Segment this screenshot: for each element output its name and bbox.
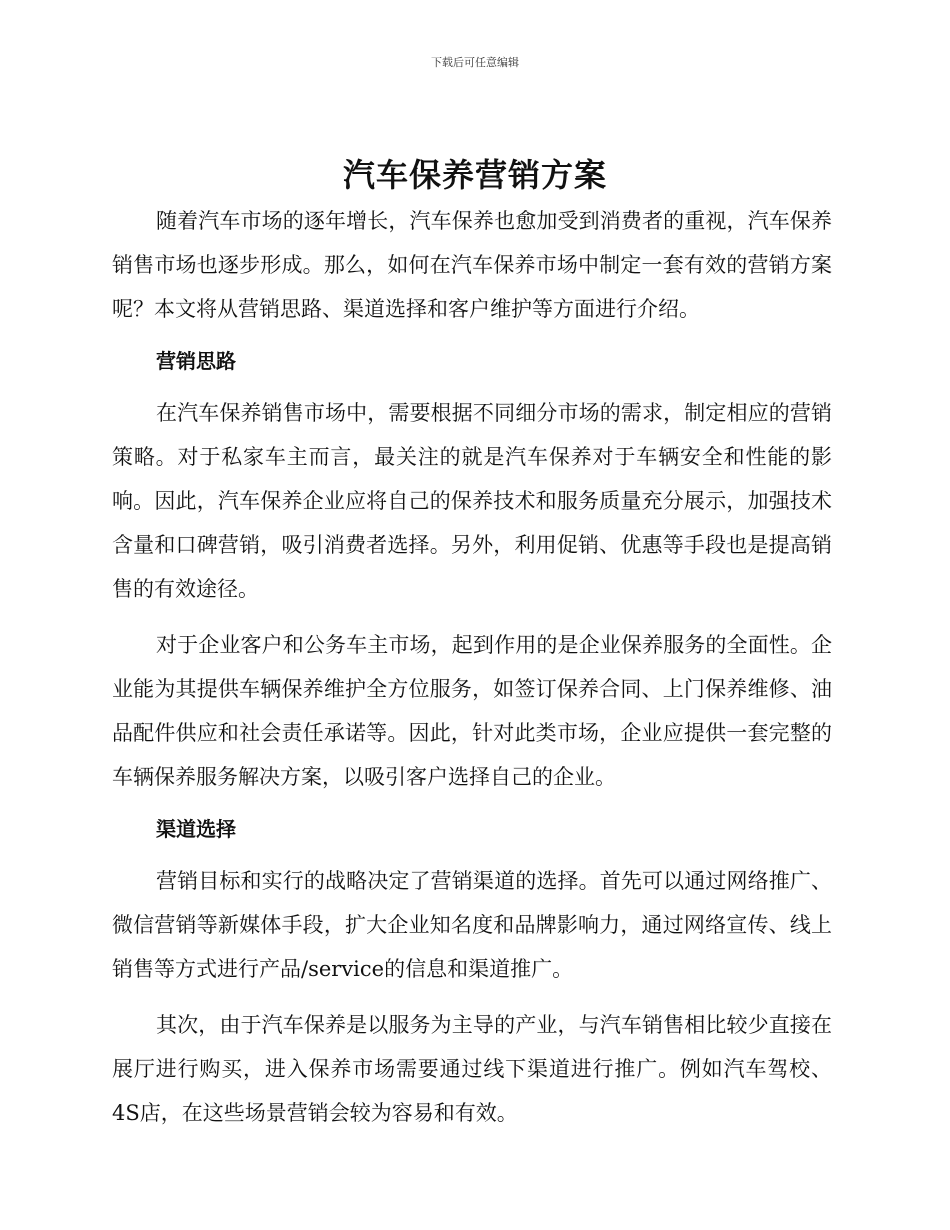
body-paragraph: 对于企业客户和公务车主市场，起到作用的是企业保养服务的全面性。企业能为其提供车辆保养维护全方位服务，如签订保养合同、上门保养维修、油品配件供应和社会责任承诺等。因此，针对此类市场，企业应提供一套完整的车辆保养服务解决方案，以吸引客户选择自己的企业。 (112, 633, 832, 789)
section-heading-channel-selection: 渠道选择 (156, 817, 236, 841)
body-paragraph: 在汽车保养销售市场中，需要根据不同细分市场的需求，制定相应的营销策略。对于私家车主而言，最关注的就是汽车保养对于车辆安全和性能的影响。因此，汽车保养企业应将自己的保养技术和服务质量充分展示，加强技术含量和口碑营销，吸引消费者选择。另外，利用促销、优惠等手段也是提高销售的有效途径。 (112, 401, 832, 601)
body-paragraph: 其次，由于汽车保养是以服务为主导的产业，与汽车销售相比较少直接在展厅进行购买，进入保养市场需要通过线下渠道进行推广。例如汽车驾校、4S店，在这些场景营销会较为容易和有效。 (112, 1013, 832, 1125)
intro-paragraph: 随着汽车市场的逐年增长，汽车保养也愈加受到消费者的重视，汽车保养销售市场也逐步形成。那么，如何在汽车保养市场中制定一套有效的营销方案呢？本文将从营销思路、渠道选择和客户维护等方面进行介绍。 (112, 209, 832, 321)
page-header: 下载后可任意编辑 (431, 56, 519, 69)
document-body (112, 199, 832, 1135)
body-paragraph: 营销目标和实行的战略决定了营销渠道的选择。首先可以通过网络推广、微信营销等新媒体手段，扩大企业知名度和品牌影响力，通过网络宣传、线上销售等方式进行产品/service的信息和渠道推广。 (112, 869, 832, 981)
document-title: 汽车保养营销方案 (342, 156, 607, 194)
section-heading-marketing-approach: 营销思路 (156, 349, 236, 373)
